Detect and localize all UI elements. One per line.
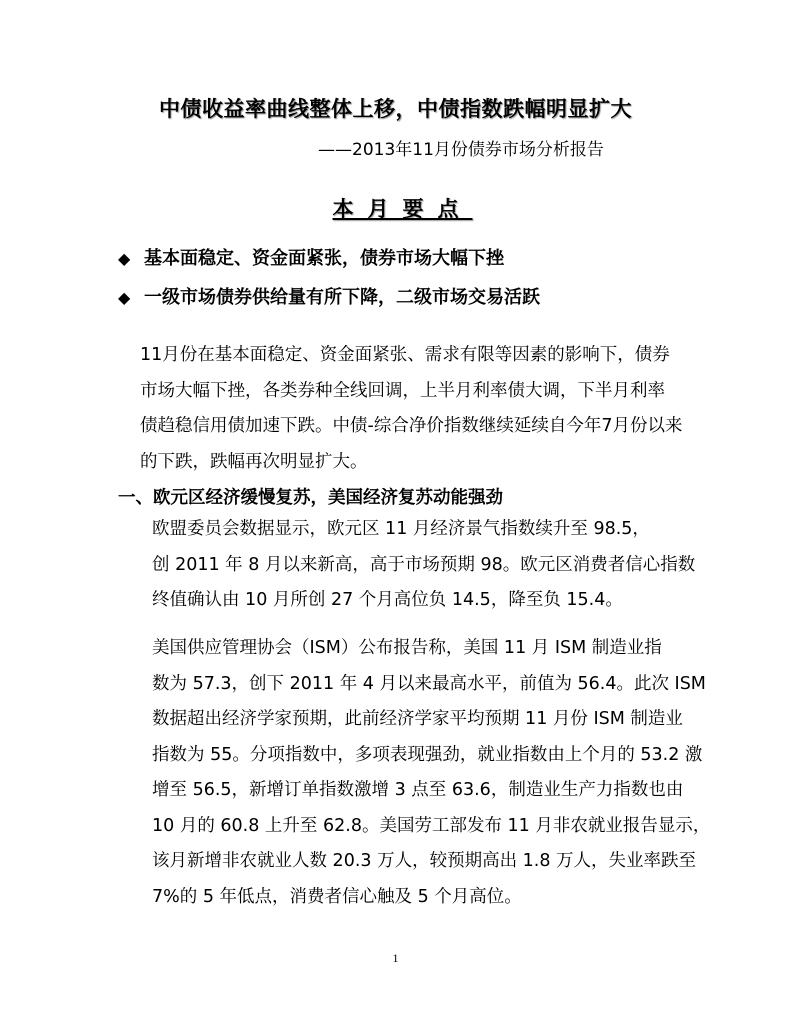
paragraph-line: 美国供应管理协会（ISM）公布报告称，美国 11 月 ISM 制造业指 xyxy=(152,638,662,658)
section-heading-1: 一、欧元区经济缓慢复苏，美国经济复苏动能强劲 xyxy=(118,488,503,508)
paragraph-line: 10 月的 60.8 上升至 62.8。美国劳工部发布 11 月非农就业报告显示， xyxy=(152,815,711,836)
report-title: 中债收益率曲线整体上移，中债指数跌幅明显扩大 xyxy=(159,97,632,121)
paragraph-line: 增至 56.5，新增订单指数激增 3 点至 63.6，制造业生产力指数也由 xyxy=(152,780,684,800)
paragraph-line: 创 2011 年 8 月以来新高，高于市场预期 98。欧元区消费者信心指数 xyxy=(152,554,696,575)
paragraph-line: 市场大幅下挫，各类券种全线回调，上半月利率债大调，下半月利率 xyxy=(140,380,665,401)
paragraph-line: 终值确认由 10 月所创 27 个月高位负 14.5，降至负 15.4。 xyxy=(152,590,623,610)
paragraph-line: 欧盟委员会数据显示，欧元区 11 月经济景气指数续升至 98.5， xyxy=(152,519,650,539)
eurozone-paragraph xyxy=(118,512,696,619)
diamond-bullet-icon: ◆ xyxy=(118,288,131,307)
paragraph-line: 债趋稳信用债加速下跌。中债-综合净价指数继续延续自今年7月份以来 xyxy=(140,416,683,436)
paragraph-line: 该月新增非农就业人数 20.3 万人，较预期高出 1.8 万人，失业率跌至 xyxy=(152,851,697,871)
report-subtitle: ——2013年11月份债券市场分析报告 xyxy=(318,140,604,160)
highlights-heading: 本月要点 xyxy=(332,197,473,221)
paragraph-line: 数为 57.3，创下 2011 年 4 月以来最高水平，前值为 56.4。此次 ISM xyxy=(152,673,706,694)
page-number: 1 xyxy=(392,951,399,965)
paragraph-line: 11月份在基本面稳定、资金面紧张、需求有限等因素的影响下，债券 xyxy=(140,345,670,365)
paragraph-line: 指数为 55。分项指数中，多项表现强劲，就业指数由上个月的 53.2 激 xyxy=(152,744,703,765)
diamond-bullet-icon: ◆ xyxy=(118,249,131,268)
us-economy-paragraph xyxy=(118,631,711,915)
highlight-bullet-2 xyxy=(118,283,540,309)
highlight-bullet-text: 基本面稳定、资金面紧张，债券市场大幅下挫 xyxy=(144,248,504,269)
intro-paragraph xyxy=(118,338,683,480)
highlight-bullet-1 xyxy=(118,244,504,270)
paragraph-line: 数据超出经济学家预期，此前经济学家平均预期 11 月份 ISM 制造业 xyxy=(152,709,683,729)
paragraph-line: 7%的 5 年低点，消费者信心触及 5 个月高位。 xyxy=(152,886,522,907)
highlight-bullet-text: 一级市场债券供给量有所下降，二级市场交易活跃 xyxy=(144,287,540,308)
paragraph-line: 的下跌，跌幅再次明显扩大。 xyxy=(140,451,368,472)
